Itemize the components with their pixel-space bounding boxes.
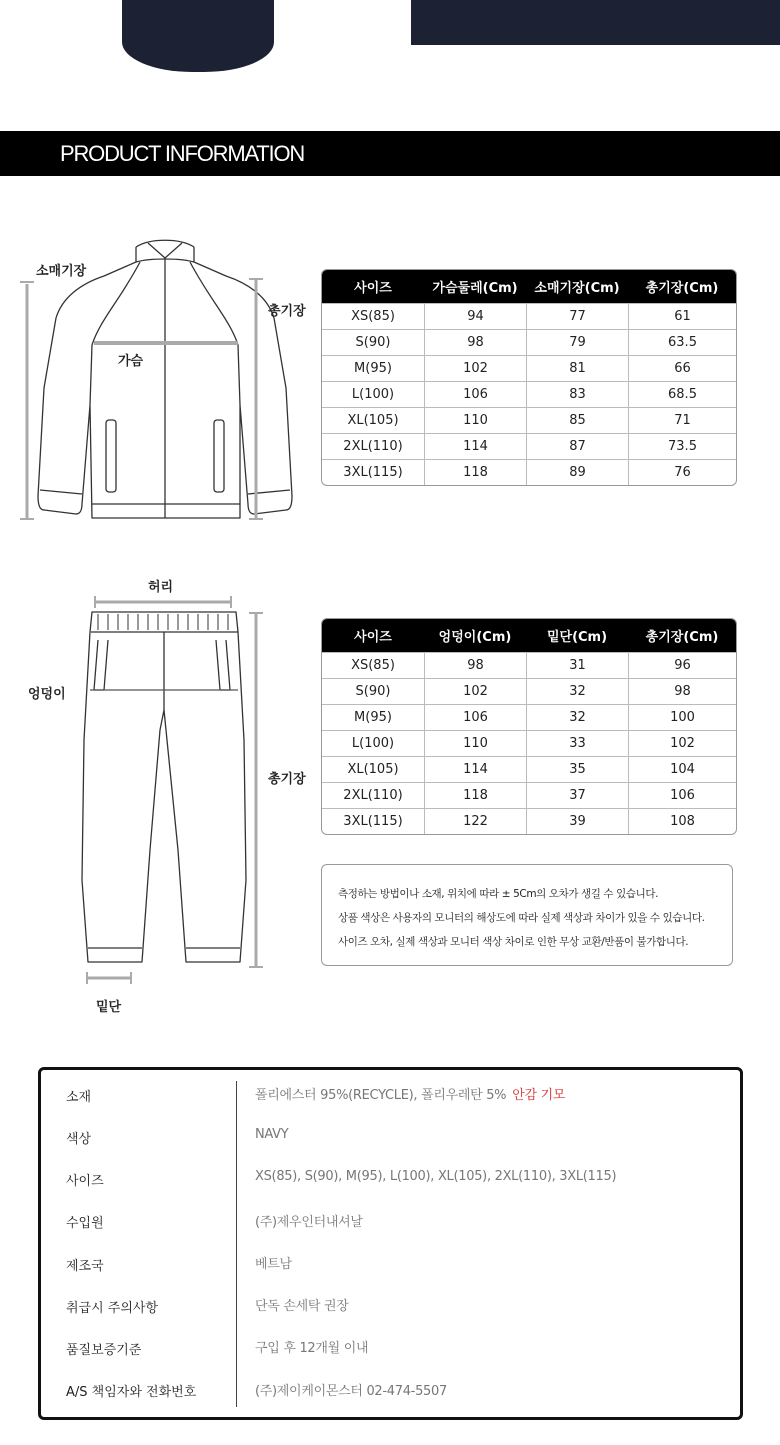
table-cell: 33 bbox=[526, 730, 628, 756]
table-cell: 102 bbox=[628, 730, 736, 756]
table-cell: 32 bbox=[526, 704, 628, 730]
table-row bbox=[322, 303, 736, 329]
table-row bbox=[322, 730, 736, 756]
table-cell: 104 bbox=[628, 756, 736, 782]
table-cell: 114 bbox=[424, 433, 526, 459]
info-value-as: (주)제이케이몬스터 02-474-5507 bbox=[255, 1384, 447, 1399]
info-value-size: XS(85), S(90), M(95), L(100), XL(105), 2XL(110), 3XL(115) bbox=[255, 1169, 617, 1184]
table-cell: 106 bbox=[424, 704, 526, 730]
table-cell: 81 bbox=[526, 355, 628, 381]
table-header-cell: 소매기장(Cm) bbox=[526, 270, 628, 303]
table-cell: 2XL(110) bbox=[322, 433, 424, 459]
table-header-cell: 가슴둘레(Cm) bbox=[424, 270, 526, 303]
pants-length-label: 총기장 bbox=[268, 772, 306, 787]
table-cell: S(90) bbox=[322, 329, 424, 355]
pants-size-table bbox=[321, 618, 737, 835]
info-key-color: 색상 bbox=[66, 1132, 92, 1147]
table-cell: 79 bbox=[526, 329, 628, 355]
jacket-sleeve-label: 소매기장 bbox=[36, 264, 87, 279]
pants-hem-label: 밑단 bbox=[96, 1000, 122, 1015]
table-cell: 2XL(110) bbox=[322, 782, 424, 808]
measurement-notice-box bbox=[321, 864, 733, 966]
table-row bbox=[322, 652, 736, 678]
info-key-warranty: 품질보증기준 bbox=[66, 1343, 142, 1358]
table-cell: M(95) bbox=[322, 704, 424, 730]
table-cell: S(90) bbox=[322, 678, 424, 704]
table-cell: 3XL(115) bbox=[322, 808, 424, 834]
table-cell: 100 bbox=[628, 704, 736, 730]
table-cell: 102 bbox=[424, 355, 526, 381]
table-row bbox=[322, 704, 736, 730]
notice-line: 사이즈 오차, 실제 색상과 모니터 색상 차이로 인한 무상 교환/반품이 불가합니다. bbox=[338, 936, 689, 948]
info-divider bbox=[236, 1081, 237, 1407]
info-value-material bbox=[255, 1084, 565, 1103]
table-cell: 110 bbox=[424, 730, 526, 756]
table-cell: 32 bbox=[526, 678, 628, 704]
table-header-row bbox=[322, 270, 736, 303]
table-cell: 94 bbox=[424, 303, 526, 329]
table-cell: 63.5 bbox=[628, 329, 736, 355]
table-cell: XL(105) bbox=[322, 407, 424, 433]
table-cell: 106 bbox=[424, 381, 526, 407]
product-photo-detail bbox=[411, 0, 780, 45]
table-cell: 71 bbox=[628, 407, 736, 433]
pants-hip-label: 엉덩이 bbox=[28, 687, 66, 702]
table-cell: 108 bbox=[628, 808, 736, 834]
table-row bbox=[322, 355, 736, 381]
notice-line: 상품 색상은 사용자의 모니터의 해상도에 따라 실제 색상과 차이가 있을 수 있습니다. bbox=[338, 912, 705, 924]
info-key-importer: 수입원 bbox=[66, 1216, 104, 1231]
table-cell: 110 bbox=[424, 407, 526, 433]
info-value-color: NAVY bbox=[255, 1127, 289, 1142]
table-cell: 98 bbox=[424, 329, 526, 355]
table-cell: 66 bbox=[628, 355, 736, 381]
table-cell: 3XL(115) bbox=[322, 459, 424, 485]
table-header-cell: 사이즈 bbox=[322, 270, 424, 303]
table-row bbox=[322, 756, 736, 782]
table-row bbox=[322, 678, 736, 704]
table-header-cell: 총기장(Cm) bbox=[628, 270, 736, 303]
material-text: 폴리에스터 95%(RECYCLE), 폴리우레탄 5% bbox=[255, 1088, 507, 1103]
table-row bbox=[322, 433, 736, 459]
jacket-chest-label: 가슴 bbox=[118, 354, 144, 369]
table-row bbox=[322, 808, 736, 834]
table-cell: 102 bbox=[424, 678, 526, 704]
table-cell: 39 bbox=[526, 808, 628, 834]
pants-illustration bbox=[0, 590, 320, 990]
info-value-importer: (주)제우인터내셔날 bbox=[255, 1215, 363, 1230]
table-cell: 85 bbox=[526, 407, 628, 433]
table-cell: M(95) bbox=[322, 355, 424, 381]
table-cell: L(100) bbox=[322, 381, 424, 407]
table-cell: 118 bbox=[424, 459, 526, 485]
table-cell: 73.5 bbox=[628, 433, 736, 459]
table-row bbox=[322, 782, 736, 808]
table-cell: 118 bbox=[424, 782, 526, 808]
notice-line: 측정하는 방법이나 소재, 위치에 따라 ± 5Cm의 오차가 생길 수 있습니다. bbox=[338, 888, 659, 900]
jacket-length-label: 총기장 bbox=[268, 304, 306, 319]
table-cell: 77 bbox=[526, 303, 628, 329]
table-cell: 68.5 bbox=[628, 381, 736, 407]
product-photo-jacket-hem bbox=[122, 0, 274, 72]
table-cell: 98 bbox=[628, 678, 736, 704]
table-header-cell: 밑단(Cm) bbox=[526, 619, 628, 652]
info-value-care: 단독 손세탁 권장 bbox=[255, 1299, 349, 1314]
table-row bbox=[322, 459, 736, 485]
table-cell: 31 bbox=[526, 652, 628, 678]
table-row bbox=[322, 381, 736, 407]
jacket-size-table bbox=[321, 269, 737, 486]
table-cell: 83 bbox=[526, 381, 628, 407]
table-cell: 114 bbox=[424, 756, 526, 782]
table-cell: XS(85) bbox=[322, 652, 424, 678]
info-value-origin: 베트남 bbox=[255, 1257, 292, 1272]
table-cell: XL(105) bbox=[322, 756, 424, 782]
section-title: PRODUCT INFORMATION bbox=[60, 141, 305, 166]
info-key-material: 소재 bbox=[66, 1090, 92, 1105]
table-header-cell: 총기장(Cm) bbox=[628, 619, 736, 652]
table-header-cell: 사이즈 bbox=[322, 619, 424, 652]
table-cell: L(100) bbox=[322, 730, 424, 756]
info-key-care: 취급시 주의사항 bbox=[66, 1301, 159, 1316]
product-info-box bbox=[38, 1067, 743, 1420]
table-cell: 61 bbox=[628, 303, 736, 329]
table-cell: 37 bbox=[526, 782, 628, 808]
table-cell: 96 bbox=[628, 652, 736, 678]
table-cell: 106 bbox=[628, 782, 736, 808]
table-header-cell: 엉덩이(Cm) bbox=[424, 619, 526, 652]
info-key-size: 사이즈 bbox=[66, 1174, 104, 1189]
info-key-origin: 제조국 bbox=[66, 1259, 104, 1274]
info-value-warranty: 구입 후 12개월 이내 bbox=[255, 1341, 369, 1356]
table-cell: 89 bbox=[526, 459, 628, 485]
pants-waist-label: 허리 bbox=[148, 580, 174, 595]
table-row bbox=[322, 407, 736, 433]
table-cell: 87 bbox=[526, 433, 628, 459]
table-cell: 76 bbox=[628, 459, 736, 485]
info-key-as: A/S 책임자와 전화번호 bbox=[66, 1385, 197, 1400]
table-cell: 35 bbox=[526, 756, 628, 782]
table-header-row bbox=[322, 619, 736, 652]
table-cell: XS(85) bbox=[322, 303, 424, 329]
table-cell: 98 bbox=[424, 652, 526, 678]
table-row bbox=[322, 329, 736, 355]
material-highlight: 안감 기모 bbox=[512, 1088, 566, 1103]
table-cell: 122 bbox=[424, 808, 526, 834]
